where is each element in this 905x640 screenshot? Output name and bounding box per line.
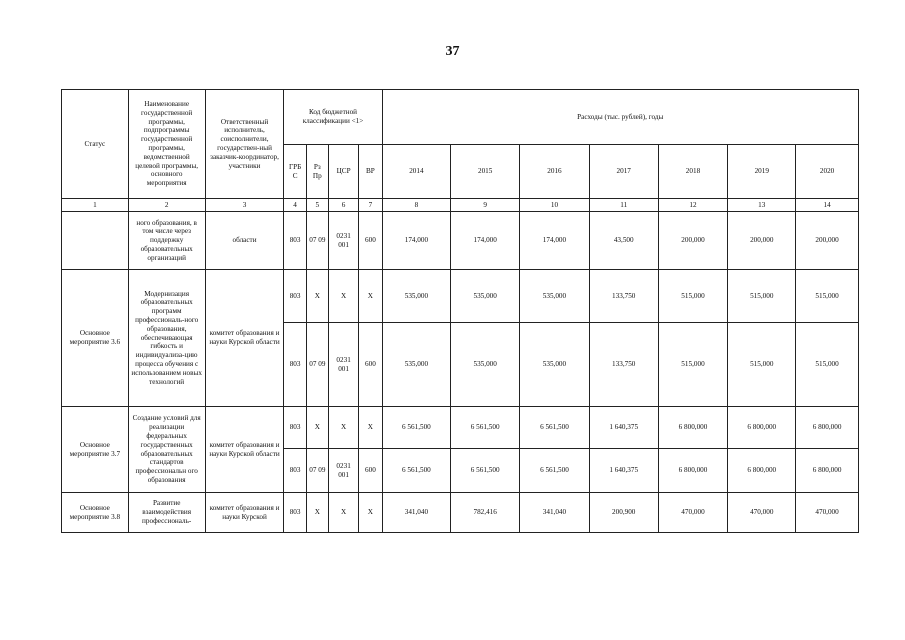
value-cell: 6 800,000 — [658, 407, 728, 449]
page-number: 37 — [445, 44, 460, 59]
table-row — [62, 212, 859, 270]
value-cell: 1 640,375 — [589, 407, 658, 449]
value-cell: 200,000 — [728, 212, 796, 270]
status-cell: Основное мероприятие 3.8 — [62, 493, 129, 533]
value-cell: 43,500 — [589, 212, 658, 270]
vr-cell: 600 — [359, 449, 382, 493]
value-cell: 535,000 — [451, 270, 520, 323]
value-cell: 535,000 — [382, 323, 451, 407]
column-number: 7 — [359, 199, 382, 212]
value-cell: 515,000 — [658, 323, 728, 407]
vr-cell: 600 — [359, 212, 382, 270]
header-grbs: ГРБ С — [284, 145, 306, 199]
value-cell: 535,000 — [520, 270, 590, 323]
rzpr-cell: 07 09 — [306, 323, 328, 407]
vr-cell: X — [359, 493, 382, 533]
value-cell: 133,750 — [589, 323, 658, 407]
budget-table — [61, 89, 859, 533]
vr-cell: X — [359, 407, 382, 449]
value-cell: 535,000 — [451, 323, 520, 407]
value-cell: 6 561,500 — [520, 407, 590, 449]
column-number: 10 — [520, 199, 590, 212]
csr-cell: X — [328, 407, 358, 449]
value-cell: 515,000 — [728, 270, 796, 323]
table-row — [62, 407, 859, 449]
rzpr-cell: X — [306, 270, 328, 323]
rzpr-cell: X — [306, 493, 328, 533]
header-expenses: Расходы (тыс. рублей), годы — [382, 90, 858, 145]
responsible-cell: комитет образования и науки Курской области — [205, 407, 284, 493]
value-cell: 200,900 — [589, 493, 658, 533]
rzpr-cell: 07 09 — [306, 449, 328, 493]
value-cell: 341,040 — [520, 493, 590, 533]
responsible-cell: комитет образования и науки Курской — [205, 493, 284, 533]
vr-cell: X — [359, 270, 382, 323]
csr-cell: 0231 001 — [328, 323, 358, 407]
csr-cell: X — [328, 270, 358, 323]
table-row — [62, 493, 859, 533]
value-cell: 470,000 — [728, 493, 796, 533]
value-cell: 200,000 — [658, 212, 728, 270]
name-cell: Создание условий для реализации федеральных государственных образовательных стандартов профессиональн ого образования — [128, 407, 205, 493]
value-cell: 6 561,500 — [451, 407, 520, 449]
rzpr-cell: 07 09 — [306, 212, 328, 270]
value-cell: 174,000 — [382, 212, 451, 270]
column-number: 1 — [62, 199, 129, 212]
value-cell: 1 640,375 — [589, 449, 658, 493]
csr-cell: 0231 001 — [328, 449, 358, 493]
column-number: 9 — [451, 199, 520, 212]
value-cell: 535,000 — [382, 270, 451, 323]
header-responsible: Ответственный исполнитель, соисполнители, государствен-ный заказчик-координатор, участники — [205, 90, 284, 199]
grbs-cell: 803 — [284, 323, 306, 407]
column-number: 4 — [284, 199, 306, 212]
column-number-row — [62, 199, 859, 212]
grbs-cell: 803 — [284, 212, 306, 270]
column-number: 14 — [796, 199, 859, 212]
status-cell: Основное мероприятие 3.6 — [62, 270, 129, 407]
value-cell: 6 561,500 — [451, 449, 520, 493]
column-number: 2 — [128, 199, 205, 212]
column-number: 6 — [328, 199, 358, 212]
header-year: 2018 — [658, 145, 728, 199]
status-cell — [62, 212, 129, 270]
value-cell: 341,040 — [382, 493, 451, 533]
column-number: 13 — [728, 199, 796, 212]
value-cell: 174,000 — [520, 212, 590, 270]
value-cell: 515,000 — [796, 270, 859, 323]
column-number: 8 — [382, 199, 451, 212]
value-cell: 470,000 — [658, 493, 728, 533]
header-status: Статус — [62, 90, 129, 199]
grbs-cell: 803 — [284, 407, 306, 449]
value-cell: 782,416 — [451, 493, 520, 533]
value-cell: 6 800,000 — [796, 407, 859, 449]
responsible-cell: области — [205, 212, 284, 270]
value-cell: 470,000 — [796, 493, 859, 533]
column-number: 12 — [658, 199, 728, 212]
vr-cell: 600 — [359, 323, 382, 407]
header-year: 2016 — [520, 145, 590, 199]
column-number: 5 — [306, 199, 328, 212]
value-cell: 174,000 — [451, 212, 520, 270]
rzpr-cell: X — [306, 407, 328, 449]
csr-cell: X — [328, 493, 358, 533]
value-cell: 6 561,500 — [520, 449, 590, 493]
column-number: 11 — [589, 199, 658, 212]
responsible-cell: комитет образования и науки Курской области — [205, 270, 284, 407]
name-cell: Модернизация образовательных программ профессиональ-ного образования, обеспечивающая гибкость и индивидуализа-цию процесса обучения с использованием новых технологий — [128, 270, 205, 407]
header-year: 2015 — [451, 145, 520, 199]
header-row-1 — [62, 90, 859, 145]
value-cell: 515,000 — [658, 270, 728, 323]
value-cell: 6 800,000 — [728, 449, 796, 493]
name-cell: Развитие взаимодействия профессиональ- — [128, 493, 205, 533]
header-year: 2019 — [728, 145, 796, 199]
header-name: Наименование государственной программы, подпрограммы государственной программы, ведомственной целевой программы, основного мероприятия — [128, 90, 205, 199]
value-cell: 535,000 — [520, 323, 590, 407]
value-cell: 6 800,000 — [728, 407, 796, 449]
column-number: 3 — [205, 199, 284, 212]
status-cell: Основное мероприятие 3.7 — [62, 407, 129, 493]
value-cell: 515,000 — [728, 323, 796, 407]
header-rzpr: Рз Пр — [306, 145, 328, 199]
grbs-cell: 803 — [284, 449, 306, 493]
value-cell: 6 561,500 — [382, 449, 451, 493]
value-cell: 6 561,500 — [382, 407, 451, 449]
value-cell: 200,000 — [796, 212, 859, 270]
header-vr: ВР — [359, 145, 382, 199]
header-budget-code: Код бюджетной классификации <1> — [284, 90, 382, 145]
value-cell: 6 800,000 — [658, 449, 728, 493]
value-cell: 133,750 — [589, 270, 658, 323]
table-row — [62, 270, 859, 323]
header-year: 2020 — [796, 145, 859, 199]
grbs-cell: 803 — [284, 270, 306, 323]
value-cell: 6 800,000 — [796, 449, 859, 493]
csr-cell: 0231 001 — [328, 212, 358, 270]
header-csr: ЦСР — [328, 145, 358, 199]
value-cell: 515,000 — [796, 323, 859, 407]
header-year: 2014 — [382, 145, 451, 199]
name-cell: ного образования, в том числе через поддержку образовательных организаций — [128, 212, 205, 270]
grbs-cell: 803 — [284, 493, 306, 533]
header-year: 2017 — [589, 145, 658, 199]
